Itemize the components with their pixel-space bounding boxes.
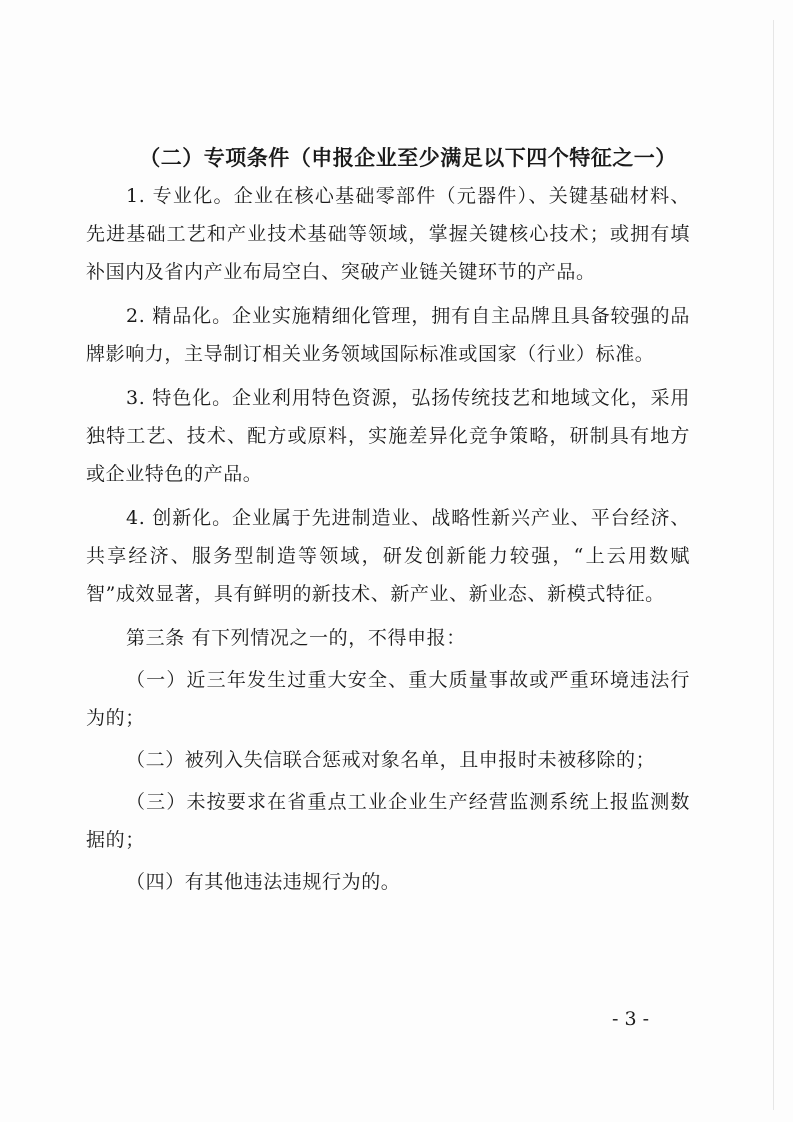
exclusion-item-3: （三）未按要求在省重点工业企业生产经营监测系统上报监测数据的； [86,791,690,851]
paragraph-characteristic: 3. 特色化。企业利用特色资源，弘扬传统技艺和地域文化，采用独特工艺、技术、配方或原料，实施差异化竞争策略，研制具有地方或企业特色的产品。 [86,387,690,485]
paragraph-refinement: 2. 精品化。企业实施精细化管理，拥有自主品牌且具备较强的品牌影响力，主导制订相关业务领域国际标准或国家（行业）标准。 [86,305,690,365]
document-body [86,139,690,905]
exclusion-item-1: （一）近三年发生过重大安全、重大质量事故或严重环境违法行为的； [86,669,690,729]
page-edge-line [773,20,774,1110]
exclusion-item-2: （二）被列入失信联合惩戒对象名单，且申报时未被移除的； [126,749,656,771]
page-number: - 3 - [612,1008,650,1030]
article-three-heading: 第三条 有下列情况之一的，不得申报： [126,627,466,649]
exclusion-item-4: （四）有其他违法违规行为的。 [126,871,401,893]
paragraph-innovation: 4. 创新化。企业属于先进制造业、战略性新兴产业、平台经济、共享经济、服务型制造等领域，研发创新能力较强，“上云用数赋智”成效显著，具有鲜明的新技术、新产业、新业态、新模式特征。 [86,507,690,605]
paragraph-specialization: 1. 专业化。企业在核心基础零部件（元器件）、关键基础材料、先进基础工艺和产业技术基础等领域，掌握关键核心技术；或拥有填补国内及省内产业布局空白、突破产业链关键环节的产品。 [86,185,690,283]
section-heading: （二）专项条件（申报企业至少满足以下四个特征之一） [139,146,677,170]
